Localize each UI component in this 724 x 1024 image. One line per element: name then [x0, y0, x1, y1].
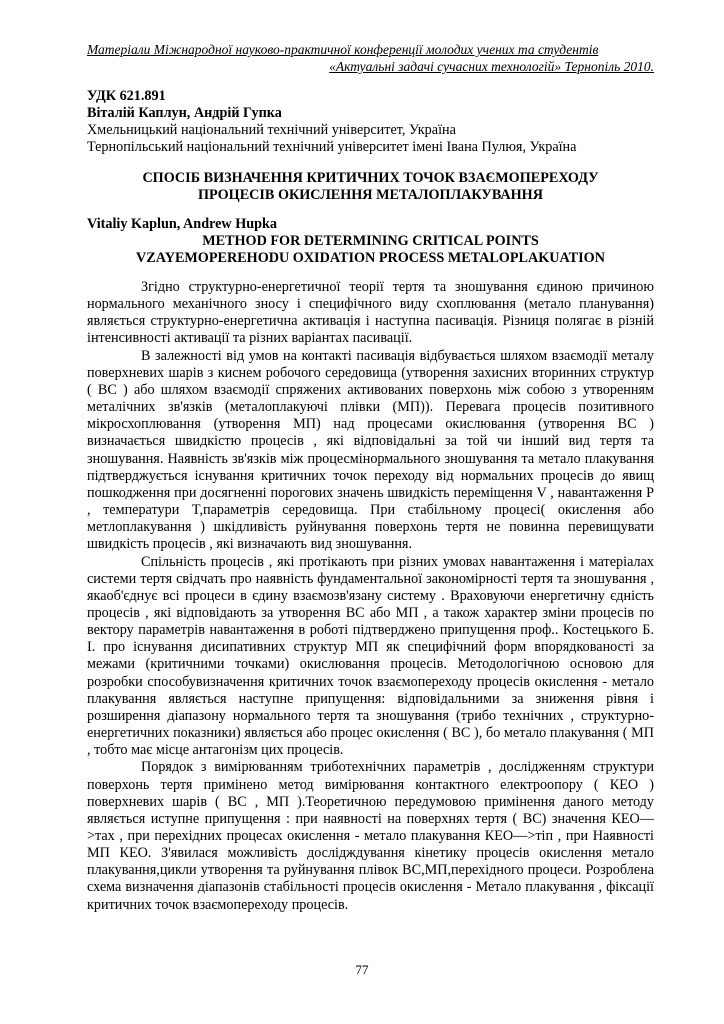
- body-paragraph: В залежності від умов на контакті пасивація відбувається шляхом взаємодії металу поверхневих шарів з киснем робочого середовища (утворення захисних вторинних структур ( ВС ) або шляхом взаємодії спряжених активованих поверхонь між собою з утворенням металічних зв'язків (металоплакуючі плівки (МП)). Перевага процесів позитивного мікросхоплювання (утворення МП) над процесами окислювання (утворення ВС ) визначається швидкістю процесів , які відповідальні за той чи інший вид тертя та зношування. Наявність зв'язків між процесмінормального зношування та метало плакування підтверджується існування критичних точок переходу від нормальних процесів до явищ пошкодження при досягненні порогових значень швидкість переміщення V , навантаження P , температури T,параметрів середовища. При стабільному процесі( окислення або метлоплакування ) шкідливість руйнування поверхонь тертя не повинна перевищувати швидкість процесів , які визначають вид зношування.: [87, 347, 654, 553]
- title-english: [87, 233, 654, 268]
- title-ukrainian: [87, 170, 654, 205]
- body-paragraph: Порядок з вимірюванням триботехнічних параметрів , дослідженням структури поверхонь тертя примінено метод вимірювання контактного електроопору ( КЕО ) поверхневих шарів ( ВС , МП ).Теоретичною передумовою примінення даного методу являється иступне припущення : при наявності на поверхнях тертя ( ВС) значення КЕО—>тах , при перехідних процесах окислення - метало плакування КЕО—>тіп , при Наявності МП КЕО. З'явилася можливість дослідждування кінетику процесів окислення метало плакування,цикли утворення та руйнування плівок ВС,МП,перехідного процеси. Розроблена схема визначення діапазонів стабільності процесів окислення - Метало плакування , фіксації критичних точок взаємопереходу процесів.: [87, 759, 654, 913]
- authors-en: Vitaliy Kaplun, Andrew Hupka: [87, 216, 278, 232]
- title-english-line-2: VZAYEMOPEREHODU OXIDATION PROCESS METALOPLAKUATION: [136, 250, 605, 267]
- body-paragraph: Спільність процесів , які протікають при різних умовах навантаження і матеріалах системи тертя свідчать про наявність фундаментальної закономірності тертя та зношування , якаоб'єднує всі процеси в єдину взаємозв'язану систему . Враховуючи енергетичну єдність процесів , які відповідають за утворення ВС або МП , а також характер зміни процесів по вектору параметрів навантаження в роботі підтверджено припущення проф.. Костецького Б. І. про існування дисипативних структур МП як специфічний форм впорядкованості за межами (критичними точками) окислювання процесів. Методологічною основою для розробки способувизначення критичних точок взаємопереходу процесів окислення - метало плакування являється наступне припущення: відповідальними за зниження рівня і розширення діапазону нормального тертя та зношування (трибо технічних , структурно-енергетичних показники) являється або процес окислення ( ВС ), бо метало плакування ( МП , тобто має місце антагонізм цих процесів.: [87, 553, 654, 759]
- title-ukrainian-line-1: СПОСІБ ВИЗНАЧЕННЯ КРИТИЧНИХ ТОЧОК ВЗАЄМОПЕРЕХОДУ: [142, 170, 599, 186]
- page-number: 77: [355, 962, 369, 977]
- article-body: [87, 279, 654, 914]
- title-ukrainian-line-2: ПРОЦЕСІВ ОКИСЛЕННЯ МЕТАЛОПЛАКУВАННЯ: [198, 187, 543, 204]
- title-english-line-1: METHOD FOR DETERMINING CRITICAL POINTS: [202, 233, 539, 249]
- body-paragraph: Згідно структурно-енергетичної теорії тертя та зношування єдиною причиною нормального механічного зносу і специфічного виду схоплювання (метало планування) являється структурно-енергетична активація і наступна пасивація. Різниця полягає в різній інтенсивності активації та різних варіантах пасивації.: [87, 279, 654, 347]
- authors-ua: Віталій Каплун, Андрій Гупка: [87, 105, 282, 121]
- conference-header-line-2: «Актуальні задачі сучасних технологій» Тернопіль 2010.: [329, 59, 654, 74]
- conference-header-line-1: Матеріали Міжнародної науково-практичної конференції молодих учених та студентів: [87, 42, 599, 57]
- affiliation-2: Тернопільський національний технічний університет імені Івана Пулюя, Україна: [87, 139, 577, 155]
- udk-code: УДК 621.891: [87, 88, 166, 104]
- affiliation-1: Хмельницький національний технічний університет, Україна: [87, 122, 456, 138]
